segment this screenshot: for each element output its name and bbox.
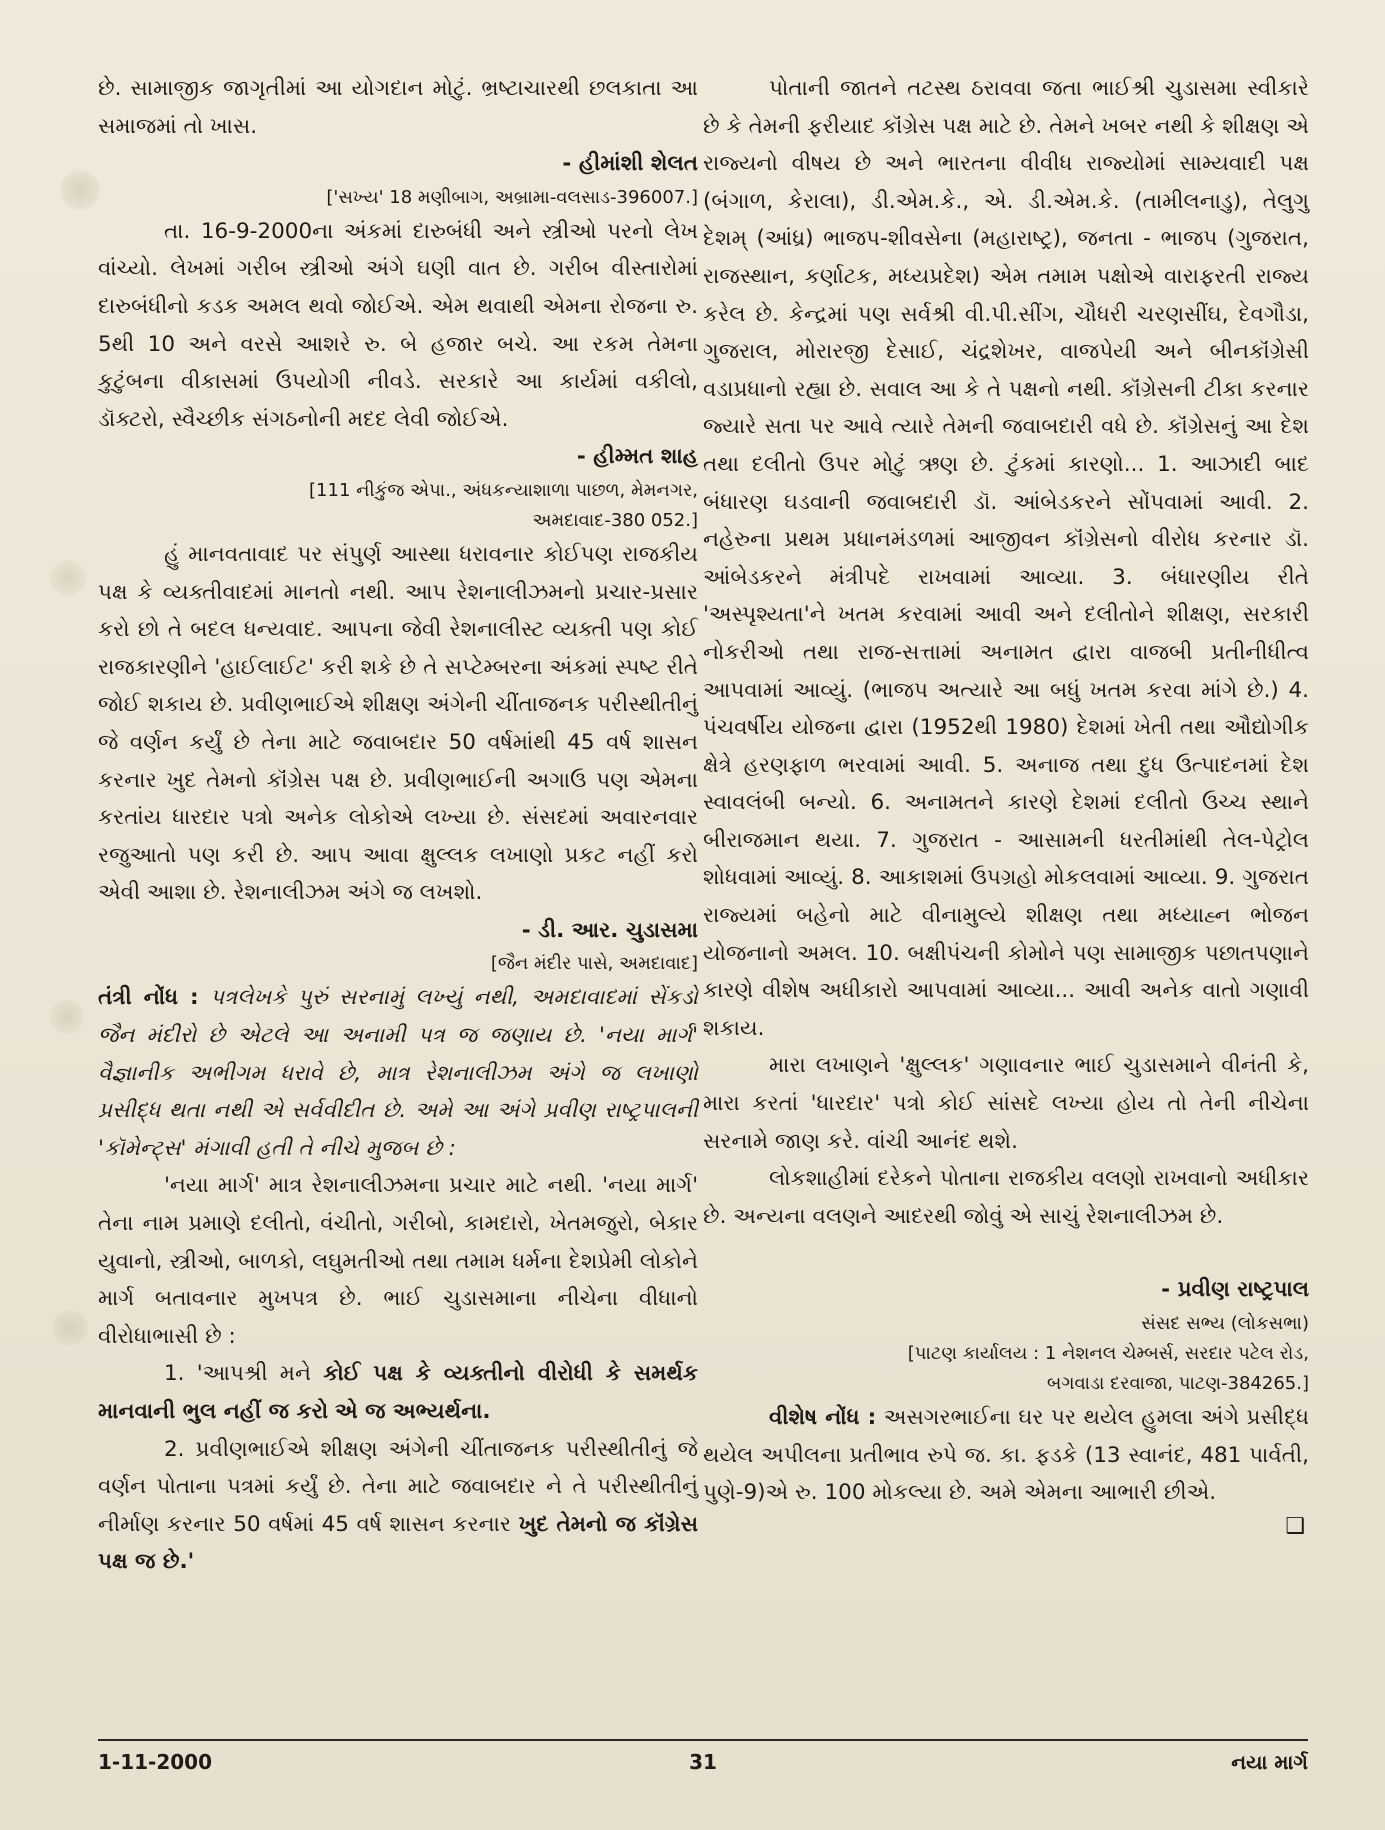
page-footer [98,1750,1308,1782]
issue-date: 1-11-2000 [98,1750,213,1774]
paragraph: તા. 16-9-2000ના અંકમાં દારુબંધી અને સ્ત્રીઓ પરનો લેખ વાંચ્યો. લેખમાં ગરીબ સ્ત્રીઓ અંગે ઘણી વાત છે. ગરીબ વીસ્તારોમાં દારુબંધીનો કડક અમલ થવો જોઈએ. એમ થવાથી એમના રોજના રુ. 5થી 10 અને વરસે આશરે રુ. બે હજાર બચે. આ રકમ તેમના કુટુંબના વીકાસમાં ઉપયોગી નીવડે. સરકારે આ કાર્યમાં વકીલો, ડૉક્ટરો, સ્વૈચ્છીક સંગઠનોની મદદ લેવી જોઈએ. [98,218,698,432]
special-note [703,1399,1309,1512]
list-item-bold: એ જ અભ્યર્થના. [335,1399,491,1424]
address: અમદાવાદ-380 052.] [532,509,698,531]
editor-note-text: પત્રલેખકે પુરું સરનામું લખ્યું નથી, અમદાવાદમાં સેંકડો જૈન મંદીરો છે એટલે આ અનામી પત્ર જ જણાય છે. 'નયા માર્ગ' વૈજ્ઞાનીક અભીગમ ધરાવે છે, માત્ર રેશનાલીઝમ અંગે જ લખાણો પ્રસીદ્ધ થતા નથી એ સર્વવીદીત છે. અમે આ અંગે પ્રવીણ રાષ્ટ્રપાલની 'કૉમેન્ટ્સ' મંગાવી હતી તે નીચે મુજબ છે : [98,985,698,1161]
paragraph: 'નયા માર્ગ' માત્ર રેશનાલીઝમના પ્રચાર માટે નથી. 'નયા માર્ગ' તેના નામ પ્રમાણે દલીતો, વંચીતો, ગરીબો, કામદારો, ખેતમજુરો, બેકાર યુવાનો, સ્ત્રીઓ, બાળકો, લઘુમતીઓ તથા તમામ ધર્મના દેશપ્રેમી લોકોને માર્ગ બતાવનાર મુખપત્ર છે. ભાઈ ચુડાસમાના નીચેના વીધાનો વીરોધાભાસી છે : [98,1173,698,1349]
footer-divider [98,1739,1308,1741]
list-item-text: 2. પ્રવીણભાઈએ શીક્ષણ અંગેની ચીંતાજનક પરીસ્થીતીનું જે વર્ણન પોતાના પત્રમાં કર્યું છે. તેના માટે જવાબદાર ને તે પરીસ્થીતીનું નીર્માણ કરનાર 50 વર્ષમાં 45 વર્ષ શાસન કરનાર [98,1436,698,1537]
list-item-bold: ખુદ તેમનો જ કૉંગ્રેસ પક્ષ જ છે.' [98,1511,698,1575]
address: [જૈન મંદીર પાસે, અમદાવાદ] [490,953,698,975]
address: બગવાડા દરવાજા, પાટણ-384265.] [1046,1373,1309,1394]
end-mark-icon: ❑ [1285,1513,1305,1539]
right-column [703,70,1309,1542]
left-column [98,70,698,1581]
paragraph: લોકશાહીમાં દરેકને પોતાના રાજકીય વલણો રાખવાનો અધીકાર છે. અન્યના વલણને આદરથી જોવું એ સાચું રેશનાલીઝમ છે. [703,1166,1309,1229]
editor-note [98,979,698,1167]
signature: - હીમાંશી શેલત [562,151,698,177]
paragraph: પોતાની જાતને તટસ્થ ઠરાવવા જતા ભાઈશ્રી ચુડાસમા સ્વીકારે છે કે તેમની ફરીયાદ કૉંગ્રેસ પક્ષ માટે છે. તેમને ખબર નથી કે શીક્ષણ એ રાજ્યનો વીષય છે અને ભારતના વીવીધ રાજ્યોમાં સામ્યવાદી પક્ષ (બંગાળ, કેરાલા), ડી.એમ.કે., એ. ડી.એમ.કે. (તામીલનાડુ), તેલુગુ દેશમ્ (આંધ્ર) ભાજપ-શીવસેના (મહારાષ્ટ્ર), જનતા - ભાજપ (ગુજરાત, રાજસ્થાન, કર્ણાટક, મધ્યપ્રદેશ) એમ તમામ પક્ષોએ વારાફરતી રાજ્ય કરેલ છે. કેન્દ્રમાં પણ સર્વશ્રી વી.પી.સીંગ, ચૌધરી ચરણસીંઘ, દેવગૌડા, ગુજરાલ, મોરારજી દેસાઈ, ચંદ્રશેખર, વાજપેયી અને બીનકૉંગ્રેસી વડાપ્રધાનો રહ્યા છે. સવાલ આ કે તે પક્ષનો નથી. કૉંગ્રેસની ટીકા કરનાર જ્યારે સતા પર આવે ત્યારે તેમની જવાબદારી વધે છે. કૉંગ્રેસનું આ દેશ તથા દલીતો ઉપર મોટું ઋણ છે. ટુંકમાં કારણો... 1. આઝાદી બાદ બંધારણ ઘડવાની જવાબદારી ડૉ. આંબેડકરને સોંપવામાં આવી. 2. નહેરુના પ્રથમ પ્રધાનમંડળમાં આજીવન કૉંગ્રેસનો વીરોધ કરનાર ડૉ. આંબેડકરને મંત્રીપદે રાખવામાં આવ્યા. 3. બંધારણીય રીતે 'અસ્પૃશ્યતા'ને ખતમ કરવામાં આવી અને દલીતોને શીક્ષણ, સરકારી નોકરીઓ તથા રાજ-સત્તામાં અનામત દ્વારા વાજબી પ્રતીનીધીત્વ આપવામાં આવ્યું. (ભાજપ અત્યારે આ બધું ખતમ કરવા માંગે છે.) 4. પંચવર્ષીય યોજના દ્વારા (1952થી 1980) દેશમાં ખેતી તથા ઔદ્યોગીક ક્ષેત્રે હરણફાળ ભરવામાં આવી. 5. અનાજ તથા દુધ ઉત્પાદનમાં દેશ સ્વાવલંબી બન્યો. 6. અનામતને કારણે દેશમાં દલીતો ઉચ્ચ સ્થાને બીરાજમાન થયા. 7. ગુજરાત - આસામની ધરતીમાંથી તેલ-પેટ્રોલ શોધવામાં આવ્યું. 8. આકાશમાં ઉપગ્રહો મોકલવામાં આવ્યા. 9. ગુજરાત રાજ્યમાં બહેનો માટે વીનામુલ્યે શીક્ષણ તથા મધ્યાહ્ન ભોજન યોજનાનો અમલ. 10. બક્ષીપંચની કોમોને પણ સામાજીક પછાતપણાને કારણે વીશેષ અધીકારો આપવામાં આવ્યા... આવી અનેક વાતો ગણાવી શકાય. [703,76,1309,1041]
magazine-name: નયા માર્ગ [1231,1750,1308,1774]
signature-title: સંસદ સભ્ય (લોકસભા) [1141,1313,1309,1334]
paragraph: મારા લખાણને 'ક્ષુલ્લક' ગણાવનાર ભાઈ ચુડાસમાને વીનંતી કે, મારા કરતાં 'ધારદાર' પત્રો કોઈ સાંસદે લખ્યા હોય તો તેની નીચેના સરનામે જાણ કરે. વાંચી આનંદ થશે. [703,1053,1309,1154]
address: [111 નીકુંજ એપા., અંધકન્યાશાળા પાછળ, મેમનગર, [309,479,698,501]
special-note-text: અસગરભાઈના ઘર પર થયેલ હુમલા અંગે પ્રસીદ્ધ થયેલ અપીલના પ્રતીભાવ રુપે જ. કા. ફડકે (13 સ્વાનંદ, 481 પાર્વતી, પુણે-9)એ રુ. 100 મોકલ્યા છે. અમે એમના આભારી છીએ. [703,1405,1309,1506]
list-item [98,1431,698,1581]
editor-note-label: તંત્રી નોંધ : [98,985,199,1011]
list-item-bold: કોઈ પક્ષ કે વ્યક્તીનો વીરોધી કે સમર્થક માનવાની ભુલ નહીં જ કરો [98,1361,699,1424]
list-item-text: 1. 'આપશ્રી મને [164,1361,312,1387]
list-item [98,1355,698,1430]
page-number: 31 [689,1750,717,1774]
special-note-label: વીશેષ નોંધ : [769,1405,877,1430]
paragraph: છે. સામાજીક જાગૃતીમાં આ યોગદાન મોટું. ભ્રષ્ટાચારથી છલકાતા આ સમાજમાં તો ખાસ. [98,76,698,139]
signature: - ડી. આર. ચુડાસમા [521,917,698,943]
address: [પાટણ કાર્યાલય : 1 નેશનલ ચેમ્બર્સ, સરદાર પટેલ રોડ, [907,1343,1309,1364]
signature: - પ્રવીણ રાષ્ટ્રપાલ [1161,1277,1309,1303]
signature: - હીમ્મત શાહ [576,444,698,470]
paragraph: હું માનવતાવાદ પર સંપુર્ણ આસ્થા ધરાવનાર કોઈપણ રાજકીય પક્ષ કે વ્યક્તીવાદમાં માનતો નથી. આપ રેશનાલીઝમનો પ્રચાર-પ્રસાર કરો છો તે બદલ ધન્યવાદ. આપના જેવી રેશનાલીસ્ટ વ્યક્તી પણ કોઈ રાજકારણીને 'હાઈલાઈટ' કરી શકે છે તે સપ્ટેમ્બરના અંકમાં સ્પષ્ટ રીતે જોઈ શકાય છે. પ્રવીણભાઈએ શીક્ષણ અંગેની ચીંતાજનક પરીસ્થીતીનું જે વર્ણન કર્યું છે તેના માટે જવાબદાર 50 વર્ષમાંથી 45 વર્ષ શાસન કરનાર ખુદ તેમનો કૉંગ્રેસ પક્ષ છે. પ્રવીણભાઈની અગાઉ પણ એમના કરતાંય ધારદાર પત્રો અનેક લોકોએ લખ્યા છે. સંસદમાં અવારનવાર રજુઆતો પણ કરી છે. આપ આવા ક્ષુલ્લક લખાણો પ્રકટ નહીં કરો એવી આશા છે. રેશનાલીઝમ અંગે જ લખશો. [98,541,698,906]
address: ['સખ્ય' 18 મણીબાગ, અબ્રામા-વલસાડ-396007.] [326,186,698,208]
